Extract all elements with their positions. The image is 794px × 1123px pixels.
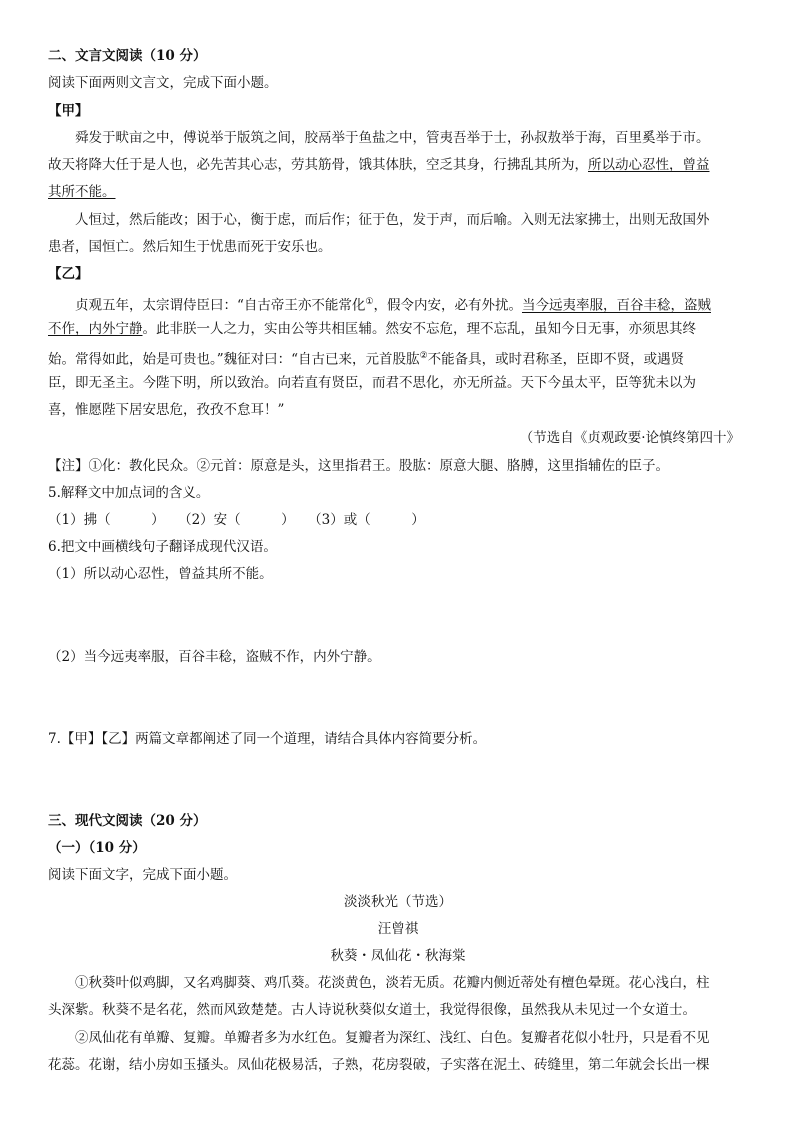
jia-text-line	[48, 182, 748, 202]
question-6-2: （2）当今远夷率服，百谷丰稔，盗贼不作，内外宁静。	[48, 649, 381, 665]
yi-text: ，假令内安，必有外扰。	[373, 297, 522, 314]
question-5-items: （1）拂（ ） （2）安（ ） （3）或（ ）	[48, 512, 425, 528]
jia-text: 故天将降大任于是人也，必先苦其心志，劳其筋骨，饿其体肤，空乏其身，行拂乱其所为，	[48, 157, 588, 173]
article-subtitle: 秋葵・凤仙花・秋海棠	[330, 948, 466, 964]
article-author: 汪曾祺	[377, 921, 419, 937]
jia-text-line	[48, 155, 748, 175]
yi-text-line	[48, 346, 748, 370]
question-6-1: （1）所以动心忍性，曾益其所不能。	[48, 566, 273, 582]
underlined-sentence: 所以动心忍性，曾益	[588, 157, 710, 173]
jia-text-line: 舜发于畎亩之中，傅说举于版筑之间，胶鬲举于鱼盐之中，管夷吾举于士，孙叔敖举于海，百里奚举于市。	[75, 130, 710, 146]
yi-text-line	[75, 292, 748, 316]
article-paragraph-line: ②凤仙花有单瓣、复瓣。单瓣者多为水红色。复瓣者为深红、浅红、白色。复瓣者花似小牡丹，只是看不见	[75, 1030, 710, 1046]
yi-text: 贞观五年，太宗谓侍臣曰：“自古帝王亦不能常化	[75, 297, 366, 314]
yi-text-line: 臣，即无圣主。今陛下明，所以致治。向若直有贤臣，而君不思化，亦无所益。天下今虽太平，臣等犹未以为	[48, 375, 696, 391]
section2-heading: 二、文言文阅读（10 分）	[48, 48, 207, 64]
yi-label: 【乙】	[48, 266, 89, 282]
article-title: 淡淡秋光（节选）	[344, 894, 452, 910]
section3-heading: 三、现代文阅读（20 分）	[48, 813, 207, 829]
jia-label: 【甲】	[48, 103, 89, 119]
underlined-sentence: 不作，内外宁静	[48, 321, 143, 337]
article-paragraph-line: 头深紫。秋葵不是名花，然而风致楚楚。古人诗说秋葵似女道士，我觉得很像，虽然我从未见过一个女道士。	[48, 1002, 696, 1018]
footnote-marker: ①	[365, 297, 374, 307]
question-5: 5.解释文中加点词的含义。	[48, 485, 210, 501]
section3-instruction: 阅读下面文字，完成下面小题。	[48, 867, 237, 883]
yi-text: 。此非朕一人之力，实由公等共相匡辅。然安不忘危，理不忘乱，虽知今日无事，亦须思其终	[142, 321, 696, 337]
question-7: 7.【甲】【乙】两篇文章都阐述了同一个道理，请结合具体内容简要分析。	[48, 731, 487, 747]
yi-text: 不能备具，或时君称圣，臣即不贤，或遇贤	[427, 351, 685, 368]
article-paragraph-line: 花蕊。花谢，结小房如玉搔头。凤仙花极易活，子熟，花房裂破，子实落在泥土、砖缝里，第二年就会长出一棵	[48, 1057, 710, 1073]
article-paragraph-line: ①秋葵叶似鸡脚，又名鸡脚葵、鸡爪葵。花淡黄色，淡若无质。花瓣内侧近蒂处有檀色晕斑。花心浅白，柱	[75, 975, 710, 991]
underlined-sentence: 其所不能。	[48, 184, 116, 200]
question-6: 6.把文中画横线句子翻译成现代汉语。	[48, 539, 277, 555]
jia-text-line: 患者，国恒亡。然后知生于忧患而死于安乐也。	[48, 239, 332, 255]
footnote-marker: ②	[419, 351, 428, 361]
section2-instruction: 阅读下面两则文言文，完成下面小题。	[48, 75, 278, 91]
jia-text-line: 人恒过，然后能改；困于心，衡于虑，而后作；征于色，发于声，而后喻。入则无法家拂士，出则无敌国外	[75, 212, 710, 228]
yi-text: 始。常得如此，始是可贵也。”魏征对曰：“自古已来，元首股肱	[48, 351, 420, 368]
section3-subheading: （一）（10 分）	[48, 840, 146, 856]
yi-text-line	[48, 319, 748, 339]
yi-text-line: 喜，惟愿陛下居安思危，孜孜不怠耳！”	[48, 402, 285, 418]
source-citation: （节选自《贞观政要·论慎终第四十》	[519, 430, 740, 446]
underlined-sentence: 当今远夷率服，百谷丰稔，盗贼	[521, 297, 711, 314]
annotation-note: 【注】①化：教化民众。②元首：原意是头，这里指君王。股肱：原意大腿、胳膊，这里指辅佐的臣子。	[48, 458, 669, 474]
